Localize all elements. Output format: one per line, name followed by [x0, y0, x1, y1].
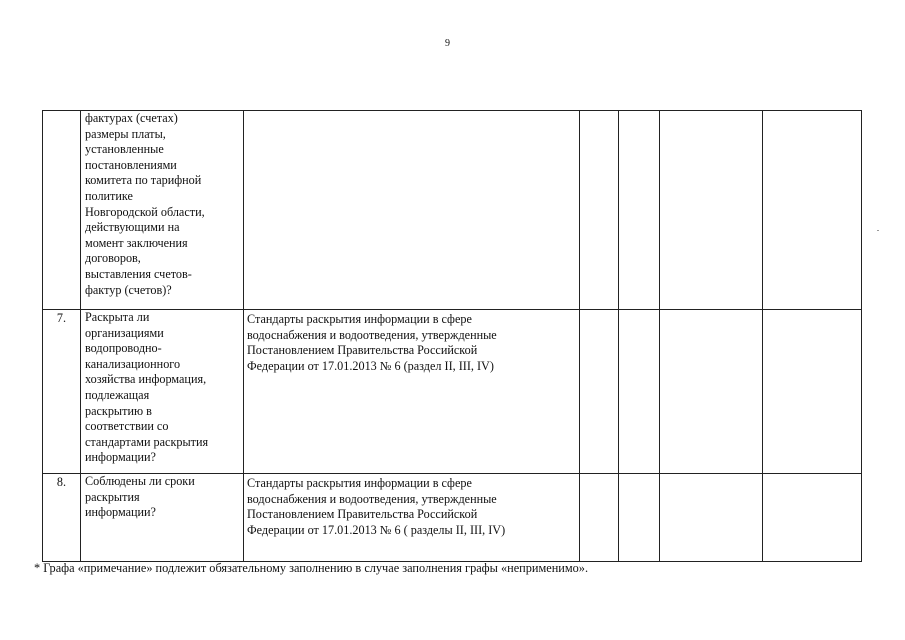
question-line: Раскрыта ли: [85, 310, 150, 324]
reference-line: водоснабжения и водоотведения, утвержденные: [247, 327, 497, 342]
row-number-cell: [43, 111, 81, 310]
question-line: фактур (счетов)?: [85, 282, 172, 297]
question-line: выставления счетов-: [85, 266, 192, 281]
question-line: момент заключения: [85, 235, 188, 250]
question-line: канализационного: [85, 356, 181, 371]
row-number: 8.: [56, 475, 67, 489]
answer-cell: [619, 474, 660, 562]
page-number: 9: [445, 38, 450, 49]
reference-line: водоснабжения и водоотведения, утвержденные: [247, 491, 497, 506]
question-line: действующими на: [85, 220, 180, 235]
footnote: * Графа «примечание» подлежит обязательному заполнению в случае заполнения графы «неприменимо».: [34, 561, 589, 575]
reference-line: Федерации от 17.01.2013 № 6 (раздел II, III, IV): [247, 358, 494, 373]
question-line: Соблюдены ли сроки: [85, 474, 195, 488]
question-line: стандартами раскрытия: [85, 434, 209, 449]
answer-cell: [660, 111, 763, 310]
table-row: [43, 474, 862, 562]
question-line: информации?: [85, 450, 156, 465]
answer-cell: [580, 310, 619, 474]
question-line: информации?: [85, 505, 156, 520]
row-number: [43, 111, 80, 112]
table-row: [43, 310, 862, 474]
question-line: хозяйства информация,: [85, 372, 207, 387]
margin-mark: [877, 230, 879, 231]
question-cell: [81, 310, 244, 474]
reference-line: Федерации от 17.01.2013 № 6 ( разделы II, III, IV): [247, 522, 506, 537]
question-line: установленные: [85, 142, 164, 157]
answer-cell: [763, 474, 862, 562]
table-row: [43, 111, 862, 310]
answer-cell: [619, 310, 660, 474]
question-cell: [81, 111, 244, 310]
question-line: подлежащая: [85, 387, 150, 402]
question-line: политике: [85, 188, 133, 203]
question-line: водопроводно-: [85, 341, 162, 356]
answer-cell: [763, 111, 862, 310]
row-number: 7.: [56, 311, 67, 325]
reference-cell: [244, 111, 580, 310]
reference-cell: [244, 310, 580, 474]
question-line: фактурах (счетах): [85, 111, 178, 125]
question-line: соответствии со: [85, 419, 169, 434]
answer-cell: [580, 474, 619, 562]
question-cell: [81, 474, 244, 562]
reference-line: Постановлением Правительства Российской: [247, 343, 478, 358]
question-line: постановлениями: [85, 157, 177, 172]
answer-cell: [763, 310, 862, 474]
checklist-table: [42, 110, 862, 562]
row-number-cell: [43, 474, 81, 562]
question-line: раскрытия: [85, 489, 140, 504]
question-line: договоров,: [85, 251, 141, 266]
answer-cell: [619, 111, 660, 310]
answer-cell: [660, 310, 763, 474]
question-line: раскрытию в: [85, 403, 152, 418]
answer-cell: [580, 111, 619, 310]
question-line: комитета по тарифной: [85, 173, 202, 188]
reference-line: Стандарты раскрытия информации в сфере: [247, 312, 472, 326]
reference-cell: [244, 474, 580, 562]
reference-line: Стандарты раскрытия информации в сфере: [247, 476, 472, 490]
question-line: Новгородской области,: [85, 204, 205, 219]
reference-line: Постановлением Правительства Российской: [247, 507, 478, 522]
row-number-cell: [43, 310, 81, 474]
answer-cell: [660, 474, 763, 562]
question-line: организациями: [85, 325, 164, 340]
question-line: размеры платы,: [85, 126, 166, 141]
